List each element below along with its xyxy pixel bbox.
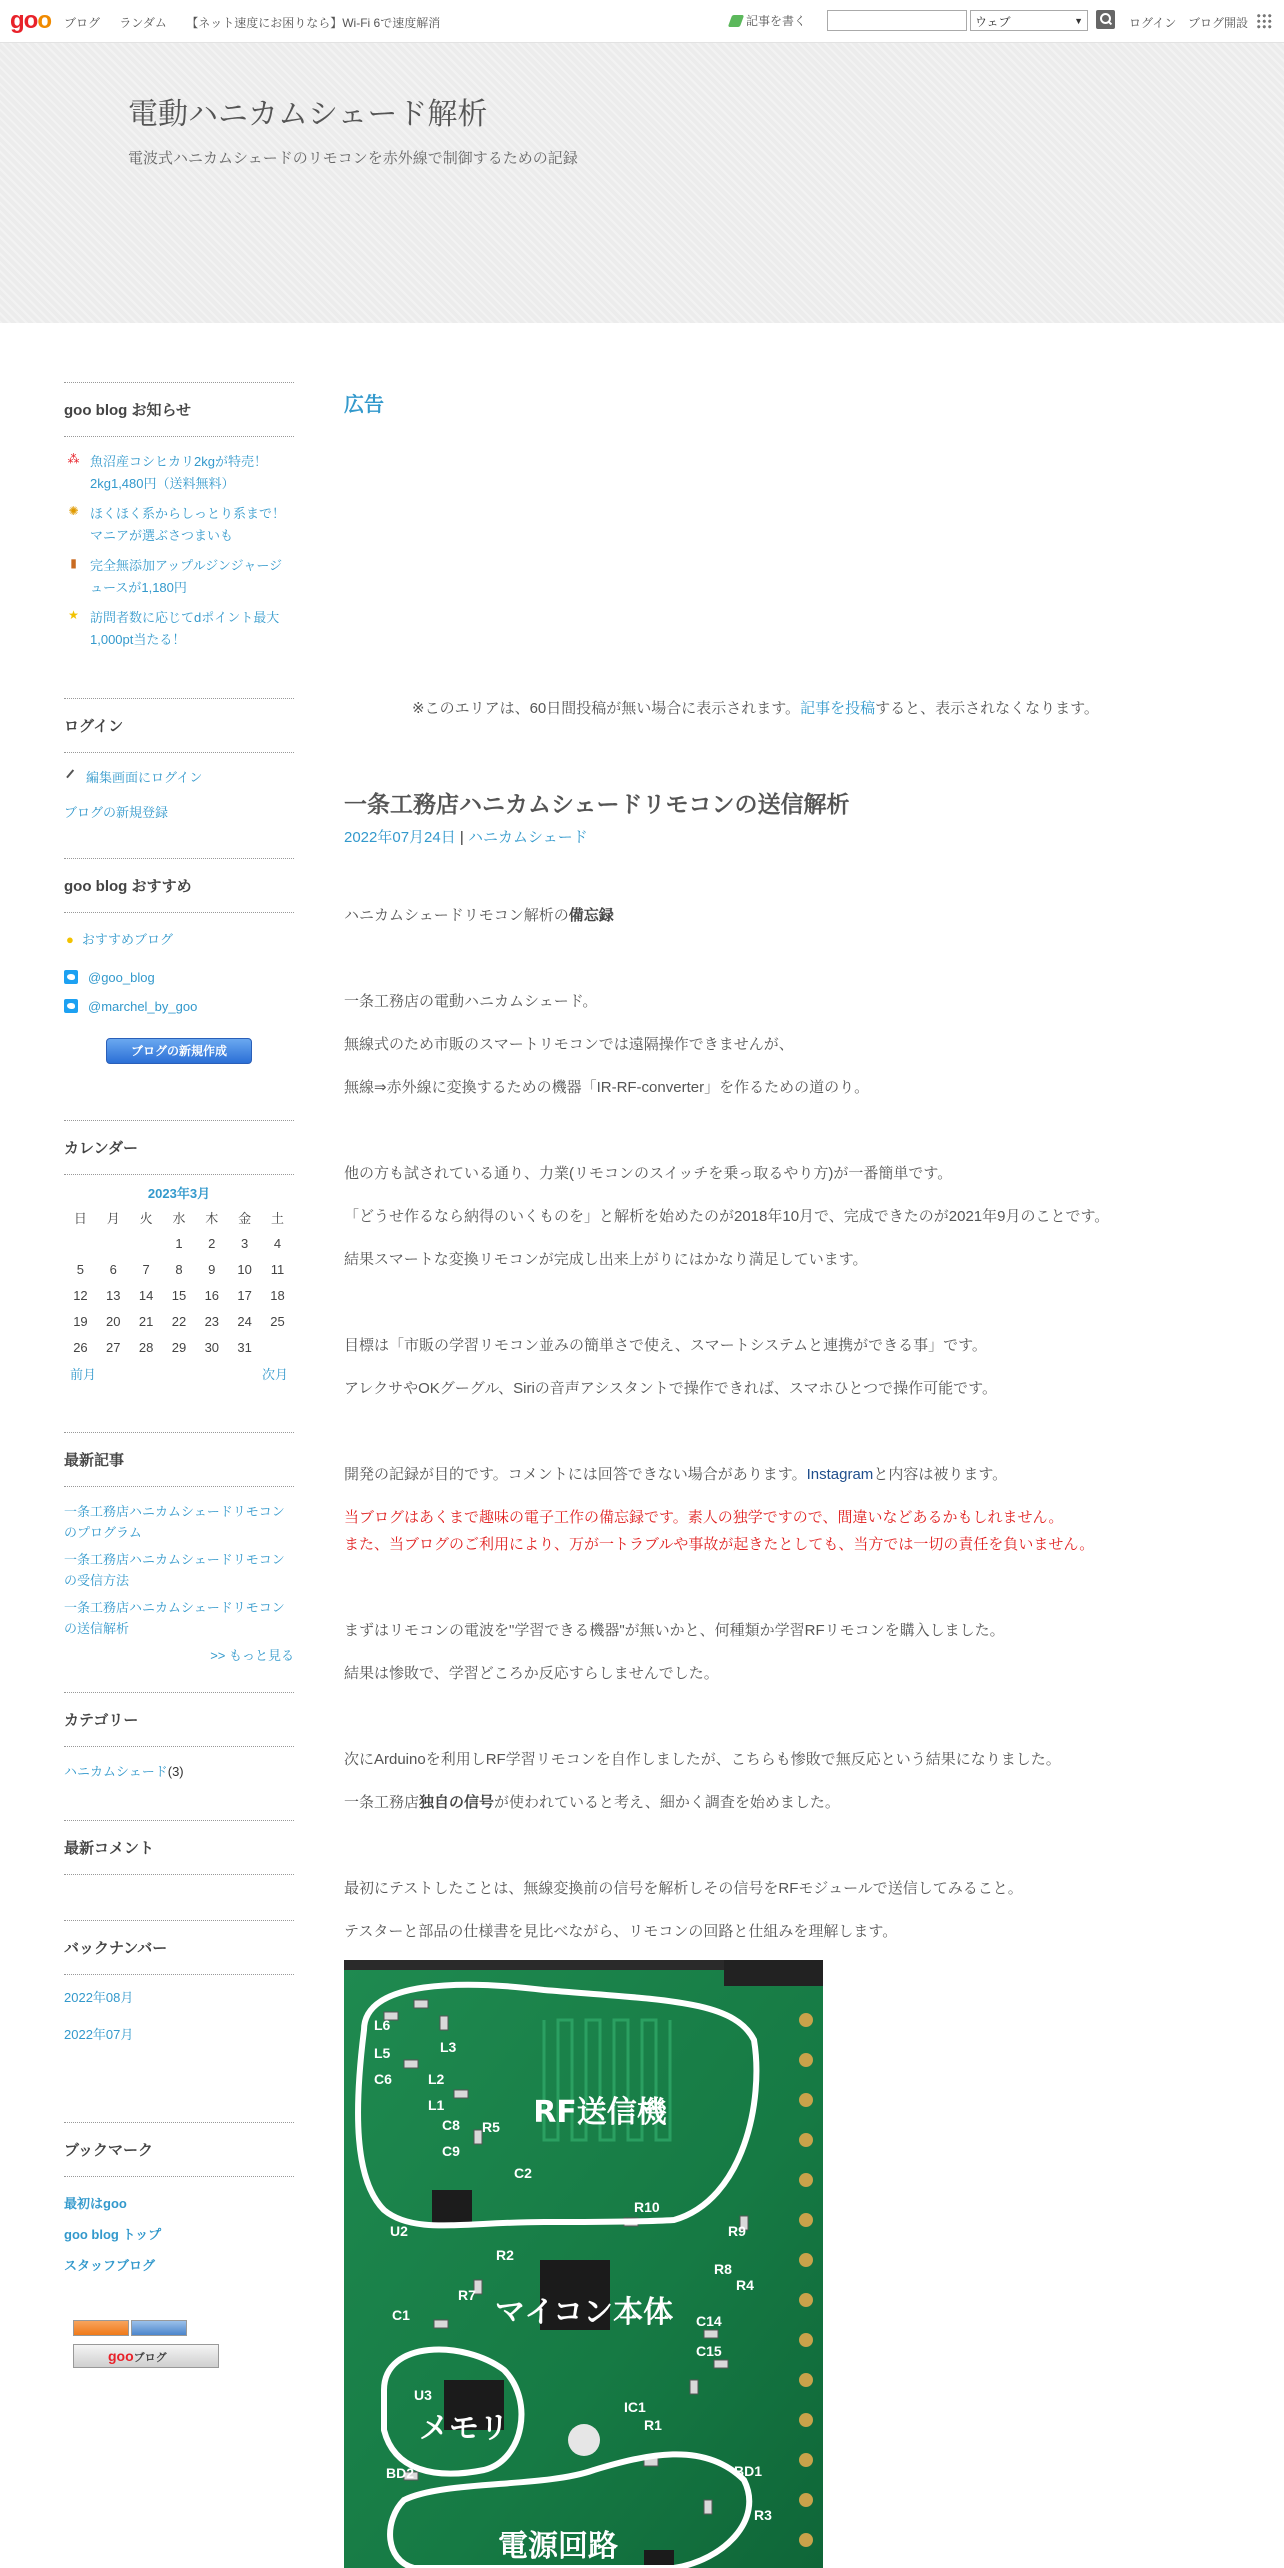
archive-link[interactable]: 2022年07月 [64, 2027, 134, 2042]
calendar-day [97, 1230, 130, 1256]
calendar-day: 14 [138, 1287, 154, 1303]
notice-item[interactable]: ★ 訪問者数に応じてdポイント最大1,000pt当たる！ [68, 608, 280, 647]
search-scope-select[interactable]: ウェブ ▼ [970, 10, 1088, 31]
comments-heading: 最新コメント [64, 1820, 294, 1875]
notice-item[interactable]: ▮ 完全無添加アップルジンジャージュースが1,180円 [64, 555, 294, 599]
pcb-silkscreen-mark: R8 [714, 2261, 732, 2277]
disclaimer-text: 当ブログはあくまで趣味の電子工作の備忘録です。素人の独学ですので、間違いなどあるかもしれません。 [344, 1509, 1064, 1526]
rss-badge[interactable] [73, 2320, 129, 2336]
calendar-day [130, 1230, 163, 1256]
pcb-silkscreen-mark: R10 [634, 2199, 660, 2215]
edit-login-link[interactable]: 編集画面にログイン [64, 767, 294, 786]
pcb-silkscreen-mark: R1 [644, 2417, 662, 2433]
sweet-potato-icon: ✺ [68, 504, 79, 518]
more-posts-link[interactable]: >> もっと見る [210, 1648, 294, 1663]
sidebar-bookmark [64, 2122, 294, 2286]
write-post-link[interactable]: 記事を書く [730, 12, 806, 29]
goo-logo[interactable]: goo [10, 7, 51, 34]
pcb-silkscreen-mark: L2 [428, 2071, 445, 2087]
label-rf-transmitter: RF送信機 [533, 2095, 667, 2130]
calendar-day: 17 [237, 1287, 252, 1303]
calendar-day: 25 [270, 1313, 285, 1329]
calendar-table [64, 1204, 294, 1360]
login-link[interactable]: ログイン [1129, 16, 1177, 30]
login-heading: ログイン [64, 698, 294, 753]
global-navbar [0, 0, 1284, 43]
pcb-silkscreen-mark: L6 [374, 2017, 391, 2033]
bookmark-heading: ブックマーク [64, 2122, 294, 2177]
search-input[interactable] [827, 10, 967, 31]
weekday-header: 金 [238, 1210, 252, 1226]
calendar-day: 27 [106, 1339, 121, 1355]
sidebar-category [64, 1692, 294, 1780]
notice-item[interactable]: ⁂ 魚沼産コシヒカリ2kgが特売！2kg1,480円（送料無料） [67, 452, 267, 491]
pcb-silkscreen-mark: R2 [496, 2247, 514, 2263]
calendar-day [261, 1334, 294, 1360]
lightbulb-icon: ● [66, 932, 74, 947]
post-paragraph: 他の方も試されている通り、力業(リモコンのスイッチを乗っ取るやり方)が一番簡単です。 [344, 1165, 953, 1182]
label-power-circuit: 電源回路 [498, 2529, 618, 2564]
weekday-header: 水 [172, 1210, 186, 1226]
weekday-header: 月 [106, 1210, 120, 1226]
star-icon: ★ [68, 608, 79, 622]
category-heading: カテゴリー [64, 1692, 294, 1747]
calendar-day: 10 [237, 1261, 252, 1277]
pcb-silkscreen-mark: U3 [414, 2387, 432, 2403]
category-count: (3) [167, 1764, 184, 1779]
pcb-silkscreen-mark: R9 [728, 2223, 746, 2239]
post-title[interactable]: 一条工務店ハニカムシェードリモコンの送信解析 [344, 791, 850, 817]
ad-heading: 広告 [344, 394, 384, 416]
sidebar-backnumber [64, 1920, 294, 2053]
calendar-day: 20 [106, 1313, 121, 1329]
post-paragraph: テスターと部品の仕様書を見比べながら、リモコンの回路と仕組みを理解します。 [344, 1923, 898, 1940]
instagram-link[interactable]: Instagram [806, 1466, 874, 1483]
label-microcontroller: マイコン本体 [494, 2295, 674, 2330]
post-meta: 2022年07月24日 | ハニカムシェード [344, 829, 588, 846]
sidebar-recommend [64, 858, 294, 1064]
post-paragraph: ハニカムシェードリモコン解析の備忘録 [344, 907, 614, 924]
bookmark-link[interactable]: 最初はgoo [64, 2196, 127, 2211]
calendar-day: 31 [237, 1339, 252, 1355]
calendar-prev-link[interactable]: 前月 [70, 1367, 97, 1382]
pcb-silkscreen-mark: C2 [514, 2165, 532, 2181]
calendar-day: 19 [73, 1313, 88, 1329]
calendar-day: 4 [273, 1235, 282, 1251]
calendar-day: 11 [270, 1261, 285, 1277]
calendar-day [64, 1230, 97, 1256]
new-blog-register-link[interactable]: ブログの新規登録 [64, 805, 169, 820]
post-paragraph: まずはリモコンの電波を"学習できる機器"が無いかと、何種類か学習RFリモコンを購入しました。 [344, 1622, 1005, 1639]
calendar-next-link[interactable]: 次月 [261, 1367, 288, 1382]
pcb-photo[interactable] [344, 1960, 823, 2568]
calendar-day: 15 [171, 1287, 187, 1303]
pcb-silkscreen-mark: R3 [754, 2507, 772, 2523]
calendar-day: 18 [270, 1287, 285, 1303]
rice-icon: ⁂ [67, 452, 80, 466]
pcb-silkscreen-mark: R5 [482, 2119, 500, 2135]
post-paragraph: 目標は「市販の学習リモコン並みの簡単さで使え、スマートシステムと連携ができる事」です。 [344, 1337, 987, 1354]
calendar-day: 3 [241, 1235, 249, 1251]
recent-heading: 最新記事 [64, 1432, 294, 1487]
category-link[interactable]: ハニカムシェード [64, 1764, 168, 1779]
open-blog-link[interactable]: ブログ開設 [1188, 16, 1249, 30]
recommend-heading: goo blog おすすめ [64, 858, 294, 913]
create-blog-button[interactable]: ブログの新規作成 [106, 1038, 252, 1064]
sidebar-notice [64, 382, 294, 659]
post-paragraph: 一条工務店独自の信号が使われていると考え、細かく調査を始めました。 [344, 1794, 840, 1811]
calendar-day: 8 [175, 1261, 183, 1277]
calendar-day: 7 [142, 1261, 150, 1277]
post-paragraph: アレクサやOKグーグル、Siriの音声アシスタントで操作できれば、スマホひとつで操作可能です。 [344, 1380, 997, 1397]
bookmark-link[interactable]: スタッフブログ [64, 2258, 156, 2273]
weekday-header: 火 [139, 1210, 153, 1226]
nav-link-blog[interactable]: ブログ [64, 16, 101, 30]
feed-badges [73, 2320, 219, 2368]
weekday-header: 土 [271, 1210, 285, 1226]
pcb-silkscreen-mark: L5 [374, 2045, 391, 2061]
twitter-goo-blog-link[interactable]: @goo_blog [64, 970, 294, 985]
recent-post-link[interactable]: 一条工務店ハニカムシェードリモコンのプログラム [64, 1504, 285, 1540]
post-category-link[interactable]: ハニカムシェード [468, 829, 588, 846]
pcb-silkscreen-mark: C1 [392, 2307, 410, 2323]
weekday-header: 日 [73, 1210, 87, 1226]
disclaimer-text: また、当ブログのご利用により、万が一トラブルや事故が起きたとしても、当方では一切の責任を負いません。 [344, 1536, 1095, 1553]
pen-icon [66, 769, 82, 784]
pcb-silkscreen-mark: R7 [458, 2287, 476, 2303]
calendar-day: 28 [138, 1339, 154, 1355]
backnumber-heading: バックナンバー [64, 1920, 294, 1975]
global-nav-links [64, 14, 456, 31]
notice-item[interactable]: ✺ ほくほく系からしっとり系まで！マニアが選ぶさつまいも [68, 504, 286, 543]
sidebar-calendar [64, 1120, 294, 1384]
post-paragraph: 無線⇒赤外線に変換するための機器「IR-RF-converter」を作るための道のり。 [344, 1079, 870, 1096]
pcb-silkscreen-mark: IC1 [624, 2399, 646, 2415]
post-paragraph: 最初にテストしたことは、無線変換前の信号を解析しその信号をRFモジュールで送信してみること。 [344, 1880, 1023, 1897]
nav-link-random[interactable]: ランダム [119, 16, 167, 30]
ad-note: ※このエリアは、60日間投稿が無い場合に表示されます。記事を投稿すると、表示されなくなります。 [412, 700, 1099, 717]
pencil-icon [728, 15, 744, 27]
calendar-day: 9 [208, 1261, 216, 1277]
pcb-illustration [344, 1960, 823, 2568]
post-paragraph: 結果スマートな変換リモコンが完成し出来上がりにはかなり満足しています。 [344, 1251, 868, 1268]
calendar-day: 2 [208, 1235, 216, 1251]
pcb-silkscreen-mark: C6 [374, 2071, 392, 2087]
calendar-day: 21 [138, 1313, 154, 1329]
sidebar-comments [64, 1820, 294, 1875]
pcb-silkscreen-mark: U2 [390, 2223, 408, 2239]
post-paragraph: 「どうせ作るなら納得のいくものを」と解析を始めたのが2018年10月で、完成できたのが2021年9月のことです。 [344, 1208, 1110, 1225]
chevron-down-icon: ▼ [1074, 16, 1083, 26]
pcb-silkscreen-mark: R4 [736, 2277, 754, 2293]
twitter-marchel-link[interactable]: @marchel_by_goo [64, 999, 294, 1014]
notice-heading: goo blog お知らせ [64, 382, 294, 437]
rss-badge[interactable] [131, 2320, 187, 2336]
calendar-month[interactable]: 2023年3月 [147, 1186, 211, 1201]
calendar-day: 29 [171, 1339, 187, 1355]
calendar-day: 5 [76, 1261, 85, 1277]
calendar-heading: カレンダー [64, 1120, 294, 1175]
pcb-silkscreen-mark: BD2 [386, 2465, 415, 2481]
sidebar-login [64, 698, 294, 831]
weekday-header: 木 [205, 1210, 219, 1226]
juice-icon: ▮ [70, 556, 77, 570]
calendar-day: 16 [204, 1287, 220, 1303]
pcb-silkscreen-mark: C9 [442, 2143, 460, 2159]
bookmark-link[interactable]: goo blog トップ [64, 2227, 162, 2242]
post-paragraph: 結果は惨敗で、学習どころか反応すらしませんでした。 [344, 1665, 719, 1682]
calendar-day: 6 [109, 1261, 117, 1277]
post-paragraph: 開発の記録が目的です。コメントには回答できない場合があります。Instagramと内容は被ります。 [344, 1466, 1008, 1483]
pcb-silkscreen-mark: C14 [696, 2313, 722, 2329]
recommended-blog-link[interactable]: ● おすすめブログ [66, 932, 173, 947]
sidebar-recent [64, 1432, 294, 1664]
pcb-silkscreen-mark: C8 [442, 2117, 460, 2133]
label-memory: メモリ [419, 2411, 509, 2446]
post-article-link[interactable]: 記事を投稿 [800, 700, 876, 717]
calendar-day: 13 [106, 1287, 121, 1303]
recent-post-link[interactable]: 一条工務店ハニカムシェードリモコンの送信解析 [64, 1600, 285, 1636]
post-paragraph: 無線式のため市販のスマートリモコンでは遠隔操作できませんが、 [344, 1036, 794, 1053]
calendar-day: 26 [73, 1339, 88, 1355]
apps-grid-icon[interactable] [1256, 13, 1272, 29]
calendar-day: 23 [204, 1313, 220, 1329]
calendar-day: 12 [73, 1287, 88, 1303]
pcb-silkscreen-mark: L3 [440, 2039, 457, 2055]
nav-link-ad-wifi[interactable]: 【ネット速度にお困りなら】Wi-Fi 6で速度解消 [186, 16, 441, 30]
pcb-silkscreen-mark: L1 [428, 2097, 445, 2113]
blog-header [0, 43, 1284, 323]
calendar-day: 24 [237, 1313, 252, 1329]
archive-link[interactable]: 2022年08月 [64, 1990, 134, 2005]
search-button[interactable] [1096, 10, 1115, 29]
pcb-silkscreen-mark: BD1 [734, 2463, 763, 2479]
goo-blog-badge[interactable]: gooブログ [73, 2344, 219, 2368]
post-paragraph: 次にArduinoを利用しRF学習リモコンを自作しましたが、こちらも惨敗で無反応という結果になりました。 [344, 1751, 1061, 1768]
recent-post-link[interactable]: 一条工務店ハニカムシェードリモコンの受信方法 [64, 1552, 285, 1588]
post-date-link[interactable]: 2022年07月24日 [344, 829, 456, 846]
calendar-day: 30 [204, 1339, 220, 1355]
blog-title[interactable]: 電動ハニカムシェード解析 [128, 98, 488, 131]
twitter-icon [64, 970, 78, 984]
post-paragraph: 一条工務店の電動ハニカムシェード。 [344, 993, 598, 1010]
calendar-day: 1 [175, 1235, 183, 1251]
pcb-silkscreen-mark: C15 [696, 2343, 722, 2359]
calendar-day: 22 [171, 1313, 187, 1329]
blog-description: 電波式ハニカムシェードのリモコンを赤外線で制御するための記録 [128, 150, 578, 167]
twitter-icon [64, 999, 78, 1013]
